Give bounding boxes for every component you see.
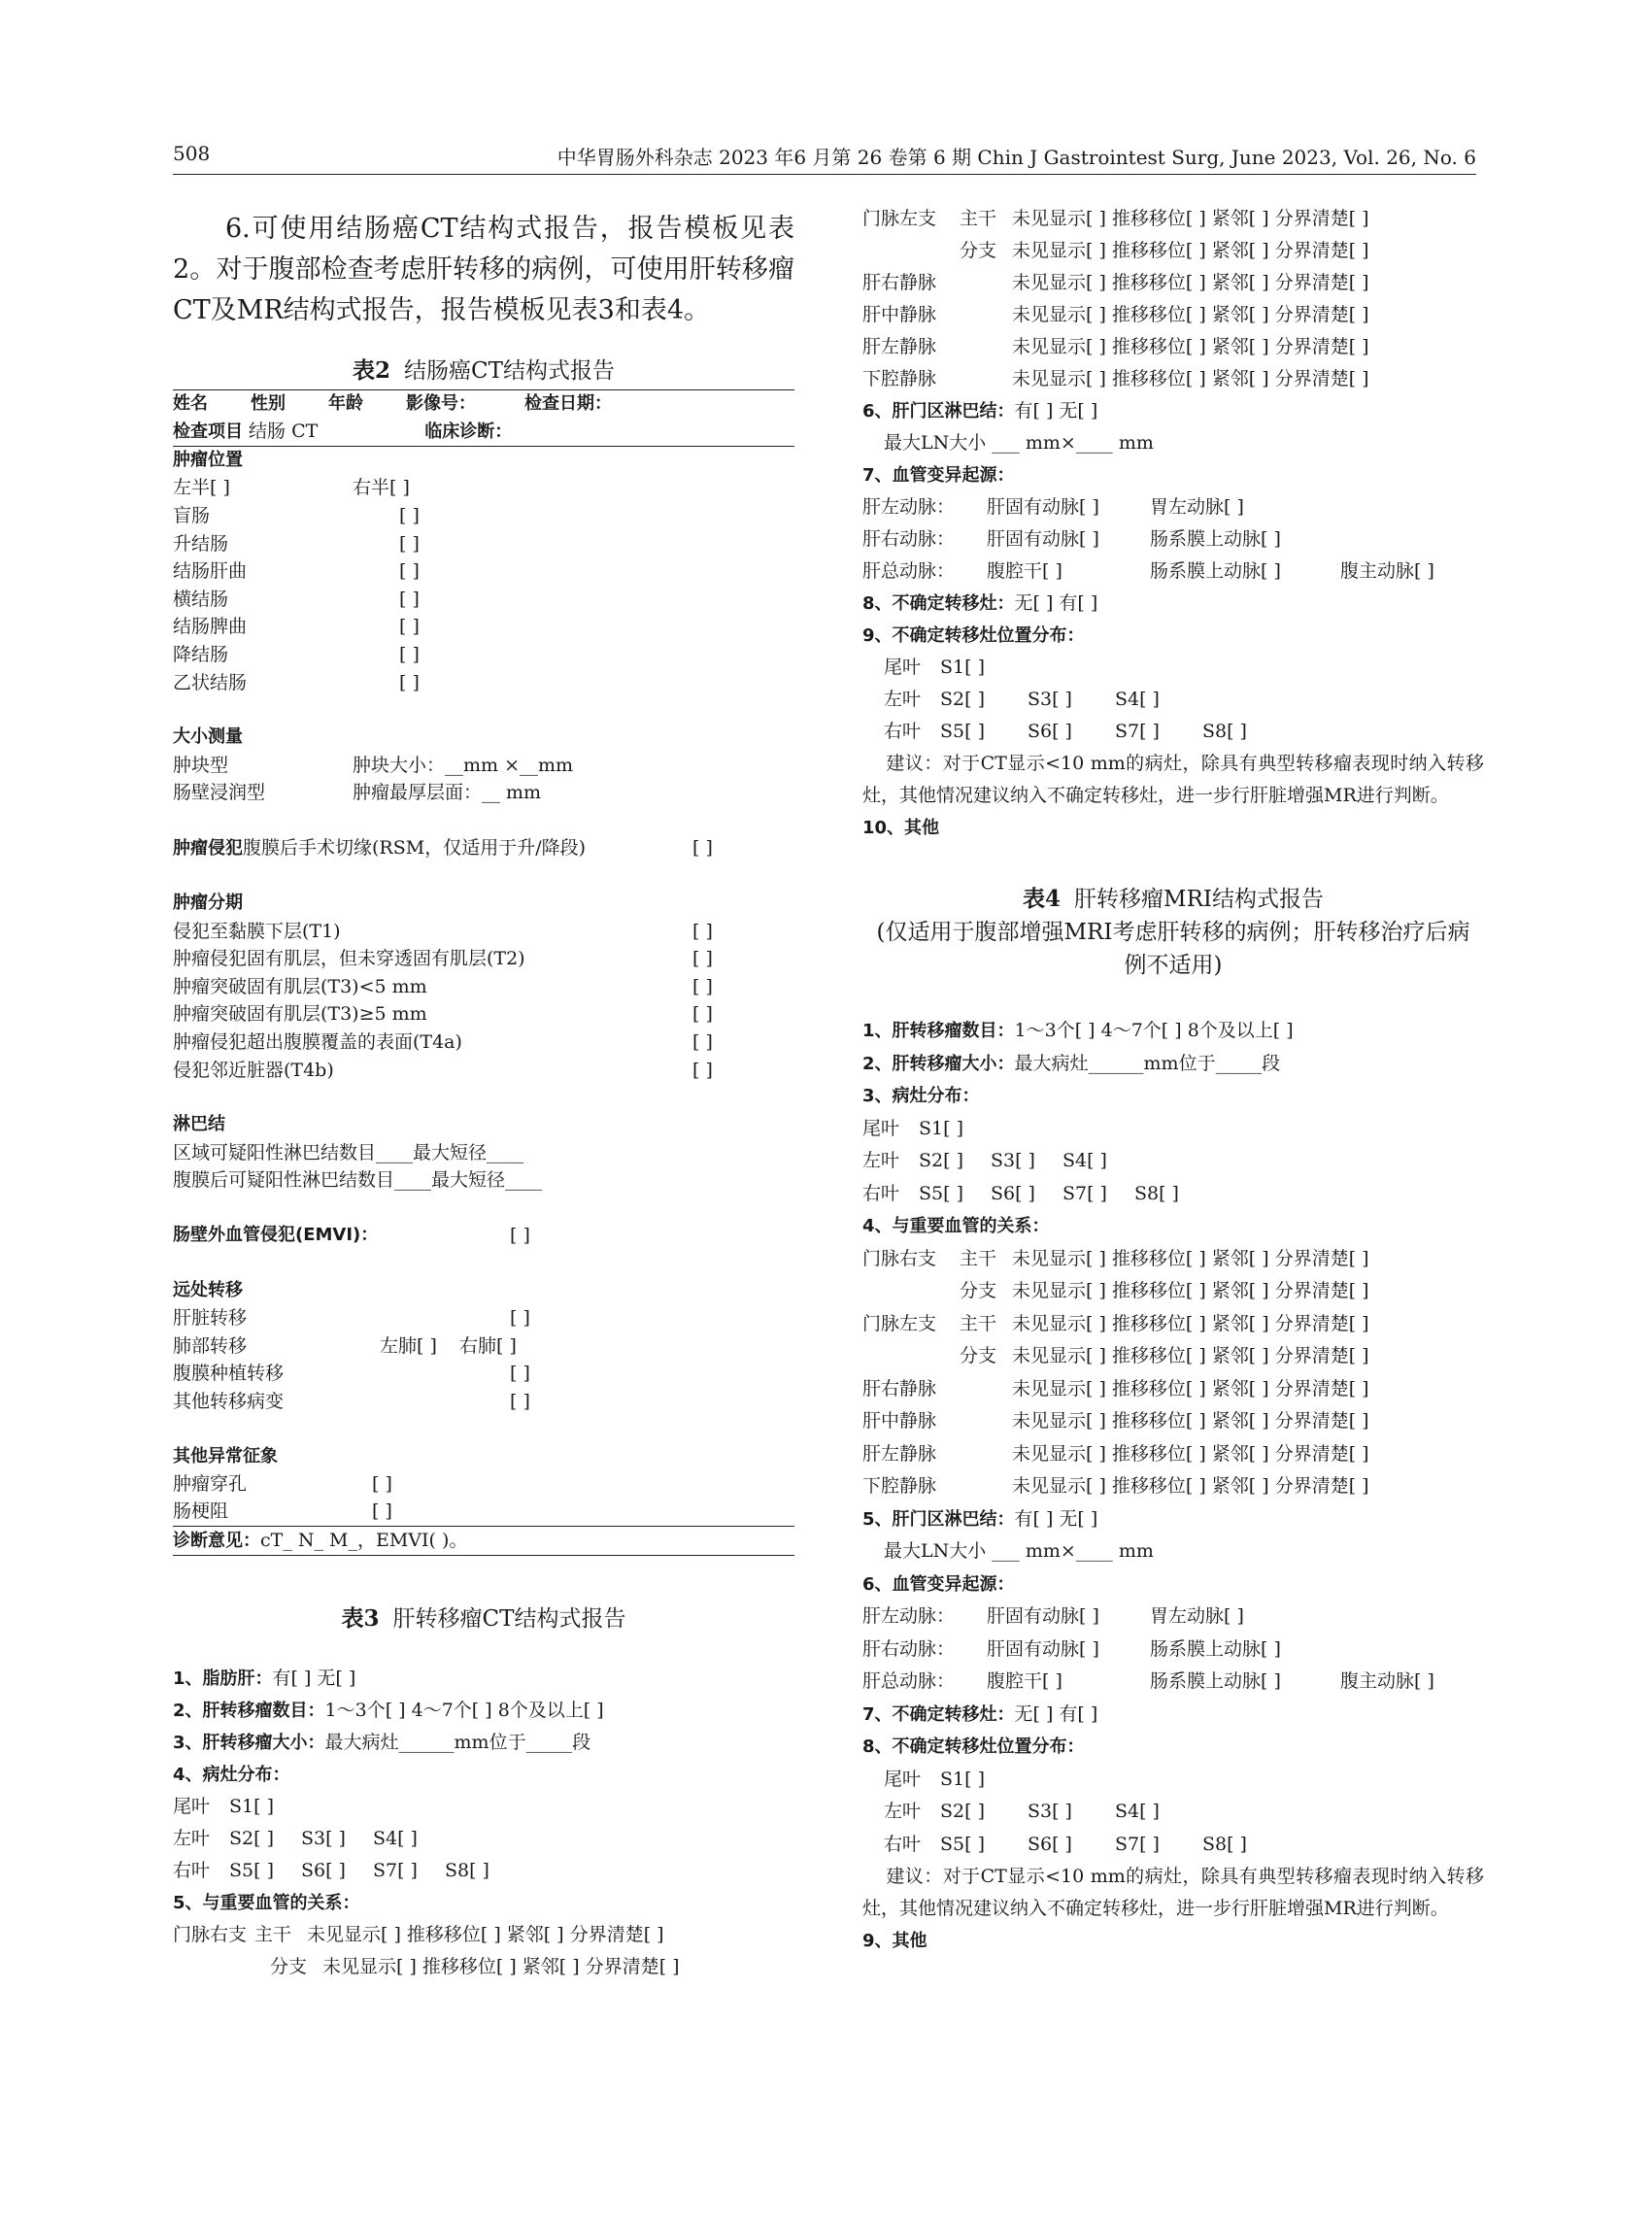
section-other-signs: 其他异常征象 xyxy=(173,1445,278,1466)
location-row: 结肠脾曲 [ ] xyxy=(173,616,420,638)
table3-part2: 门脉左支 主干 未见显示[ ] 推移移位[ ] 紧邻[ ] 分界清楚[ ] 分支 未见显示[ ] 推移移位[ ] 紧邻[ ] 分界清楚[ ] 肝右静脉 未见显示[ ] 推移移位[ ] 紧邻[ ] 分界清楚[ ] 肝中静脉 未见显示[ ] 推移移位[ ] 紧邻[ ] 分界清楚[ ] 肝左静脉 未见显示[ ] 推移移位[ ] 紧邻[ ] 分界清楚[ ] 下腔静脉 未见显示[ ] 推移移位[ ] 紧邻[ ] 分界清楚[ ] 6、肝门区淋巴结：有[ ] 无[ ] 最大LN大小 ___ mm×____ mm 7、血管变异起源： 肝左动脉： 肝固有动脉[ ] 胃左动脉[ ] 肝右动脉： 肝固有动脉[ ] 肠系膜上动脉[ ] 肝总动脉： 腹腔干[ ] 肠系膜上动脉[ ] 腹主动脉[ ] 8、不确定转移灶：无[ ] 有[ ] 9、不确定转移灶位置分布： 尾叶 S1[ ] 左叶 S2[ ] S3[ ] S4[ ] 右叶 S5[ ] S6[ ] S7[ ] S8[ ] xyxy=(862,208,1434,742)
table3-other: 10、其他 xyxy=(862,818,940,838)
section-size: 大小测量 xyxy=(173,726,243,748)
table3-suggestion: 建议：对于CT显示<10 mm的病灶，除具有典型转移瘤表现时纳入转移灶，其他情况建议纳入不确定转移灶，进一步行肝脏增强MR进行判断。 xyxy=(862,753,1484,806)
stage-row: 侵犯至黏膜下层(T1) [ ] xyxy=(173,920,713,942)
section-metastasis: 远处转移 xyxy=(173,1279,243,1300)
location-row: 盲肠 [ ] xyxy=(173,505,420,527)
stage-row: 肿瘤突破固有肌层(T3)≥5 mm [ ] xyxy=(173,1003,713,1026)
intro-paragraph: 6.可使用结肠癌CT结构式报告，报告模板见表2。对于腹部检查考虑肝转移的病例，可使用肝转移瘤CT及MR结构式报告，报告模板见表3和表4。 xyxy=(173,214,794,325)
table4-title: 肝转移瘤MRI结构式报告 xyxy=(1074,887,1324,912)
other-row: 肿瘤穿孔 [ ] xyxy=(173,1473,392,1496)
section-tumor-location: 肿瘤位置 xyxy=(173,450,243,471)
section-lymph-nodes: 淋巴结 xyxy=(173,1114,225,1135)
journal-citation: 中华胃肠外科杂志 2023 年6 月第 26 卷第 6 期 Chin J Gastrointest Surg, June 2023, Vol. 26, No. 6 xyxy=(556,146,1476,169)
loc-half-row: 左半[ ] 右半[ ] xyxy=(173,477,410,499)
table4-suggestion: 建议：对于CT显示<10 mm的病灶，除具有典型转移瘤表现时纳入转移灶，其他情况建议纳入不确定转移灶，进一步行肝脏增强MR进行判断。 xyxy=(862,1866,1484,1919)
table2-caption xyxy=(173,356,794,386)
table4-number: 表4 xyxy=(1023,886,1062,912)
meta-row: 肺部转移 左肺[ ] 右肺[ ] xyxy=(173,1334,517,1357)
location-row: 升结肠 [ ] xyxy=(173,532,420,555)
diagnosis-row: 诊断意见：cT_ N_ M_，EMVI( )。 xyxy=(173,1526,794,1555)
ln-row: 腹膜后可疑阳性淋巴结数目____最大短径____ xyxy=(173,1169,543,1192)
location-row: 结肠肝曲 [ ] xyxy=(173,560,420,583)
right-column xyxy=(862,209,1484,1957)
emvi-row: 肠壁外血管侵犯(EMVI)： [ ] xyxy=(173,1224,530,1246)
location-row: 乙状结肠 [ ] xyxy=(173,671,420,693)
meta-row: 其他转移病变 [ ] xyxy=(173,1390,530,1412)
location-row: 横结肠 [ ] xyxy=(173,588,420,610)
table2-header-row1: 姓名 性别 年龄 影像号： 检查日期： xyxy=(173,390,794,419)
other-row: 肠梗阻 [ ] xyxy=(173,1500,392,1523)
table4-body: 1、肝转移瘤数目：1～3个[ ] 4～7个[ ] 8个及以上[ ] 2、肝转移瘤大小：最大病灶______mm位于_____段 3、病灶分布： 尾叶 S1[ ] 左叶 S2[ ] S3[ ] S4[ ] 右叶 S5[ ] S6[ ] S7[ ] S8[ ] 4、与重要血管的关系： 门脉右支 主干 未见显示[ ] 推移移位[ ] 紧邻[ ] 分界清楚[ ] 分支 未见显示[ ] 推移移位[ ] 紧邻[ ] 分界清楚[ ] 门脉左支 主干 未见显示[ ] 推移移位[ ] 紧邻[ ] 分界清楚[ ] 分支 未见显示[ ] 推移移位[ ] 紧邻[ ] 分界清楚[ ] 肝右静脉 未见显示[ ] 推移移位[ ] 紧邻[ ] 分界清楚[ ] 肝中静脉 未见显示[ ] 推移移位[ ] 紧邻[ ] 分界清楚[ ] 肝左静脉 未见显示[ ] 推移移位[ ] 紧邻[ ] 分界清楚[ ] 下腔静脉 未见显示[ ] 推移移位[ ] 紧邻[ ] 分界清楚[ ] 5、肝门区淋巴结：有[ ] 无[ ] 最大LN大小 ___ mm×____ mm 6、血管变异起源： 肝左动脉： 肝固有动脉[ ] 胃左动脉[ ] 肝右动脉： 肝固有动脉[ ] 肠系膜上动脉[ ] 肝总动脉： 腹腔干[ ] 肠系膜上动脉[ ] 腹主动脉[ ] 7、不确定转移灶：无[ ] 有[ ] 8、不确定转移灶位置分布： 尾叶 S1[ ] 左叶 S2[ ] S3[ ] S4[ ] 右叶 S5[ ] S6[ ] S7[ ] S8[ ] xyxy=(862,1020,1434,1855)
table3-caption xyxy=(173,1604,794,1634)
table3-title: 肝转移瘤CT结构式报告 xyxy=(392,1605,626,1632)
stage-row: 肿瘤侵犯超出腹膜覆盖的表面(T4a) [ ] xyxy=(173,1030,713,1053)
ln-row: 区域可疑阳性淋巴结数目____最大短径____ xyxy=(173,1141,524,1163)
table4-subtitle: (仅适用于腹部增强MRI考虑肝转移的病例；肝转移治疗后病例不适用) xyxy=(876,920,1470,978)
size-row: 肠壁浸润型 肿瘤最厚层面：__ mm xyxy=(173,782,542,804)
table2-header-row2: 检查项目 结肠 CT 临床诊断： xyxy=(173,418,794,447)
size-row: 肿块型 肿块大小：__mm ×__mm xyxy=(173,754,574,776)
location-row: 降结肠 [ ] xyxy=(173,644,420,666)
left-column xyxy=(173,209,794,1983)
meta-row: 腹膜种植转移 [ ] xyxy=(173,1363,530,1385)
page-number: 508 xyxy=(173,142,211,165)
running-header xyxy=(173,142,1476,175)
table2-number: 表2 xyxy=(353,357,391,384)
invasion-row: 肿瘤侵犯腹膜后手术切缘(RSM，仅适用于升/降段) [ ] xyxy=(173,836,713,860)
stage-row: 肿瘤侵犯固有肌层，但未穿透固有肌层(T2) [ ] xyxy=(173,948,713,970)
stage-row: 侵犯邻近脏器(T4b) [ ] xyxy=(173,1059,713,1081)
table3-part1: 1、脂肪肝：有[ ] 无[ ] 2、肝转移瘤数目：1～3个[ ] 4～7个[ ] 8个及以上[ ] 3、肝转移瘤大小：最大病灶______mm位于_____段 4、病灶分布： 尾叶 S1[ ] 左叶 S2[ ] S3[ ] S4[ ] 右叶 S5[ ] S6[ ] S7[ ] S8[ ] 5、与重要血管的关系： 门脉右支 主干 未见显示[ ] 推移移位[ ] 紧邻[ ] 分界清楚[ ] 分支 未见显示[ ] 推移移位[ ] 紧邻[ ] 分界清楚[ ] xyxy=(173,1667,680,1977)
meta-row: 肝脏转移 [ ] xyxy=(173,1307,530,1330)
table2 xyxy=(173,389,794,1556)
table4-other: 9、其他 xyxy=(862,1931,927,1951)
table4-caption xyxy=(862,883,1484,982)
stage-row: 肿瘤突破固有肌层(T3)<5 mm [ ] xyxy=(173,975,713,997)
table3-number: 表3 xyxy=(341,1604,380,1632)
section-staging: 肿瘤分期 xyxy=(173,893,243,914)
table2-title: 结肠癌CT结构式报告 xyxy=(404,358,615,384)
